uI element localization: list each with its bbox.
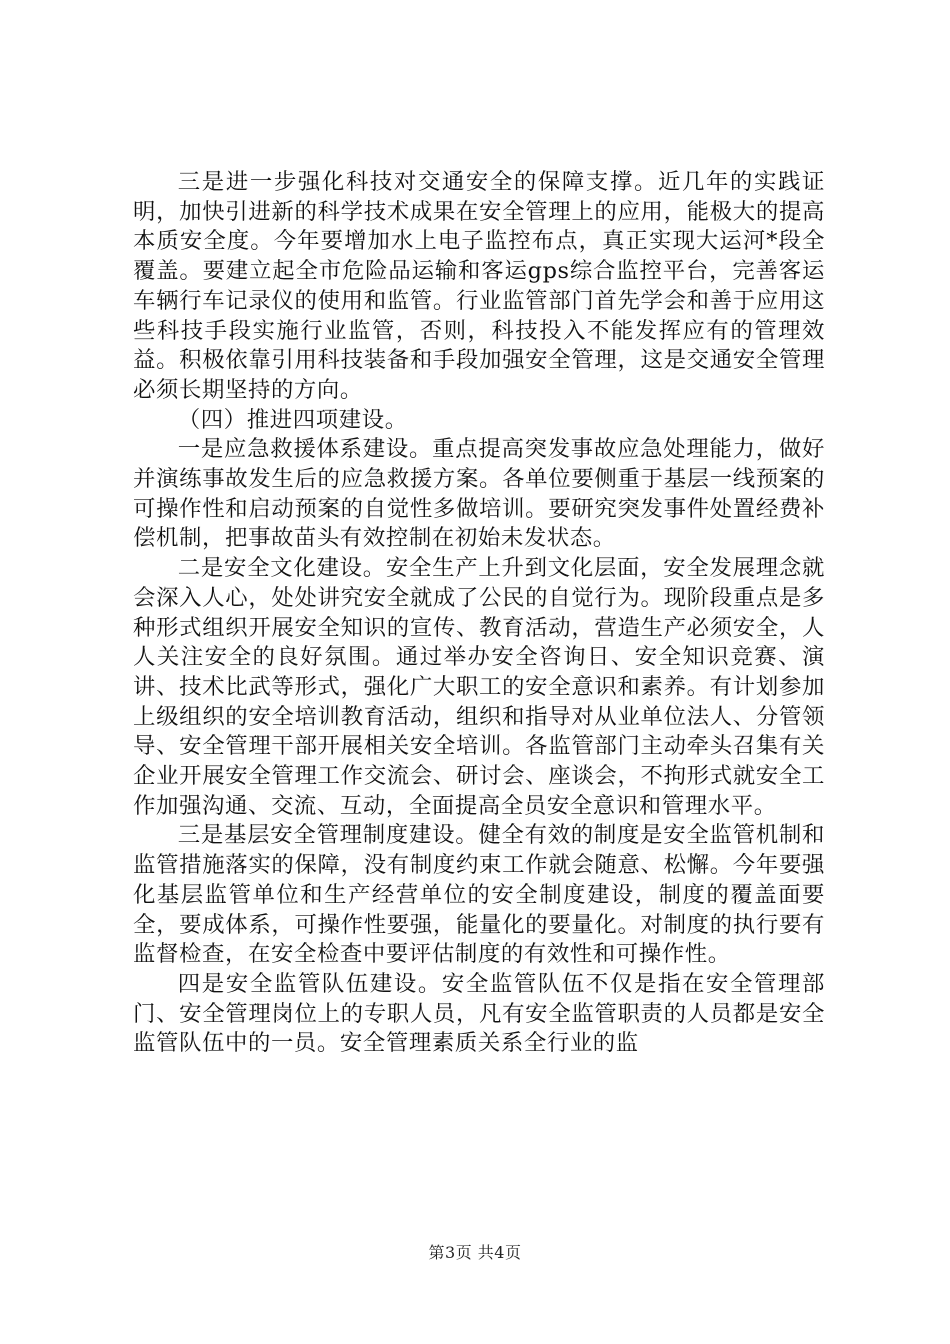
paragraph-emergency-rescue: 一是应急救援体系建设。重点提高突发事故应急处理能力，做好并演练事故发生后的应急救援方案。各单位要侧重于基层一线预案的可操作性和启动预案的自觉性多做培训。要研究突发事件处置经费补偿机制，把事故苗头有效控制在初始未发状态。 (133, 436, 825, 552)
document-body (133, 168, 825, 1059)
page-number-footer: 第3页 共4页 (428, 1243, 522, 1262)
section-heading-four-constructions: （四）推进四项建设。 (177, 406, 408, 433)
paragraph-management-system: 三是基层安全管理制度建设。健全有效的制度是安全监管机制和监管措施落实的保障，没有制度约束工作就会随意、松懈。今年要强化基层监管单位和生产经营单位的安全制度建设，制度的覆盖面要全，要成体系，可操作性要强，能量化的要量化。对制度的执行要有监督检查，在安全检查中要评估制度的有效性和可操作性。 (133, 822, 825, 968)
paragraph-tech-support: 三是进一步强化科技对交通安全的保障支撑。近几年的实践证明，加快引进新的科学技术成果在安全管理上的应用，能极大的提高本质安全度。今年要增加水上电子监控布点，真正实现大运河*段全覆盖。要建立起全市危险品运输和客运gps综合监控平台，完善客运车辆行车记录仪的使用和监管。行业监管部门首先学会和善于应用这些科技手段实施行业监管，否则，科技投入不能发挥应有的管理效益。积极依靠引用科技装备和手段加强安全管理，这是交通安全管理必须长期坚持的方向。 (133, 169, 825, 403)
paragraph-supervision-team: 四是安全监管队伍建设。安全监管队伍不仅是指在安全管理部门、安全管理岗位上的专职人员，凡有安全监管职责的人员都是安全监管队伍中的一员。安全管理素质关系全行业的监 (133, 970, 825, 1057)
paragraph-safety-culture: 二是安全文化建设。安全生产上升到文化层面，安全发展理念就会深入人心，处处讲究安全就成了公民的自觉行为。现阶段重点是多种形式组织开展安全知识的宣传、教育活动，营造生产必须安全，人人关注安全的良好氛围。通过举办安全咨询日、安全知识竞赛、演讲、技术比武等形式，强化广大职工的安全意识和素养。有计划参加上级组织的安全培训教育活动，组织和指导对从业单位法人、分管领导、安全管理干部开展相关安全培训。各监管部门主动牵头召集有关企业开展安全管理工作交流会、研讨会、座谈会，不拘形式就安全工作加强沟通、交流、互动，全面提高全员安全意识和管理水平。 (133, 555, 825, 819)
